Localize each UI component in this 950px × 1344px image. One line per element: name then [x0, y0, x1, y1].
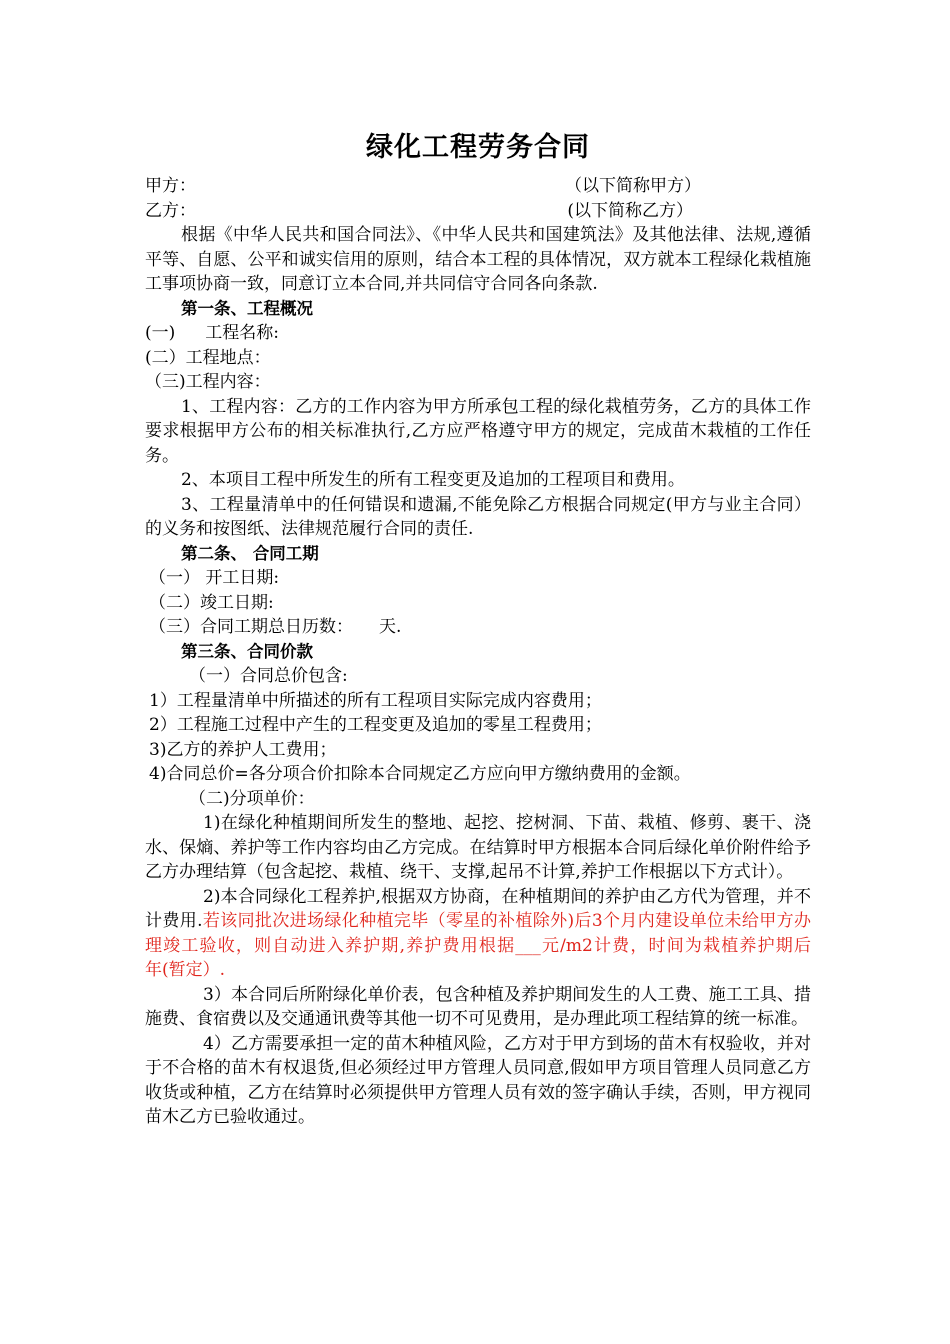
article-3-sub-2: （二)分项单价：: [189, 788, 315, 809]
article-1-paragraph-2: 2、本项目工程中所发生的所有工程变更及追加的工程项目和费用。: [181, 470, 685, 490]
party-b-note: (以下简称乙方）: [567, 200, 693, 221]
article-2-heading: 第二条、 合同工期: [181, 543, 319, 563]
article-3-line-2: 2）工程施工过程中产生的工程变更及追加的零星工程费用；: [149, 715, 602, 735]
article-2-item-3: [145, 615, 811, 640]
total-days-label: （三）合同工期总日历数：: [149, 617, 353, 637]
article-2-item-1: （一） 开工日期:: [149, 568, 280, 588]
article-3-line-1: 1）工程量清单中所描述的所有工程项目实际完成内容费用；: [149, 690, 602, 711]
document-title: 绿化工程劳务合同: [366, 132, 590, 163]
article-3-paragraph-4: 4）乙方需要承担一定的苗木种植风险，乙方对于甲方到场的苗木有权验收，并对于不合格的苗木有权退货,但必须经过甲方管理人员同意,假如甲方项目管理人员同意乙方收货或种植，乙方在结算时必须提供甲方管理人员有效的签字确认手续，否则，甲方视同苗木乙方已验收通过。: [145, 1033, 811, 1127]
article-1-item-1: [145, 321, 811, 346]
party-a-line: [145, 174, 811, 199]
maintenance-fee-clause-highlight: 若该同批次进场绿化种植完毕（零星的补植除外)后3个月内建设单位未给甲方办理竣工验收，则自动进入养护期,养护费用根据___元/m2计费，时间为栽植养护期后 年(暂定）.: [145, 911, 845, 980]
days-unit: 天.: [379, 617, 402, 637]
article-3-paragraph-3: 3）本合同后所附绿化单价表，包含种植及养护期间发生的人工费、施工工具、措施费、食宿费以及交通通讯费等其他一切不可见费用，是办理此项工程结算的统一标准。: [145, 984, 811, 1029]
intro-paragraph: 根据《中华人民共和国合同法》、《中华人民共和国建筑法》及其他法律、法规,遵循平等、自愿、公平和诚实信用的原则，结合本工程的具体情况，双方就本工程绿化栽植施工事项协商一致，同意订立本合同,并共同信守合同各向条款.: [145, 225, 811, 294]
article-3-heading: 第三条、合同价款: [181, 641, 313, 661]
article-3-sub-1: （一）合同总价包含:: [189, 666, 348, 686]
party-b-label: 乙方：: [145, 200, 196, 221]
article-1-paragraph-1: 1、工程内容：乙方的工作内容为甲方所承包工程的绿化栽植劳务，乙方的具体工作要求根据甲方公布的相关标准执行,乙方应严格遵守甲方的规定，完成苗木栽植的工作任务。: [145, 396, 811, 466]
party-b-line: [145, 199, 811, 224]
contract-page: [145, 128, 845, 1130]
article-1-item-1-number: (一): [145, 323, 176, 343]
maintenance-clause: 2)本合同绿化工程养护,根据双方协商，在种植期间的养护由乙方代为管理，并不计费用.: [145, 886, 811, 931]
article-3-paragraph-2: [145, 885, 845, 983]
article-1-item-3: （三)工程内容：: [145, 372, 271, 392]
party-a-label: 甲方：: [145, 176, 196, 196]
article-1-paragraph-3: 3、工程量清单中的任何错误和遗漏,不能免除乙方根据合同规定(甲方与业主合同）的义务和按图纸、法律规范履行合同的责任.: [145, 494, 811, 539]
article-3-line-3: 3)乙方的养护人工费用；: [149, 739, 337, 760]
article-3-line-4: 4)合同总价=各分项合价扣除本合同规定乙方应向甲方缴纳费用的金额。: [149, 764, 691, 784]
article-1-heading: 第一条、工程概况: [181, 298, 313, 318]
article-2-item-2: （二）竣工日期:: [149, 592, 274, 613]
article-1-item-2: (二）工程地点：: [145, 347, 271, 368]
party-a-note: （以下简称甲方）: [565, 176, 701, 196]
article-3-paragraph-1: 1)在绿化种植期间所发生的整地、起挖、挖树洞、下苗、栽植、修剪、裹干、浇水、保熵、养护等工作内容均由乙方完成。在结算时甲方根据本合同后绿化单价附件给予乙方办理结算（包含起挖、栽植、绕干、支撑,起吊不计算,养护工作根据以下方式计）。: [145, 813, 811, 882]
project-name-label: 工程名称:: [205, 323, 279, 343]
